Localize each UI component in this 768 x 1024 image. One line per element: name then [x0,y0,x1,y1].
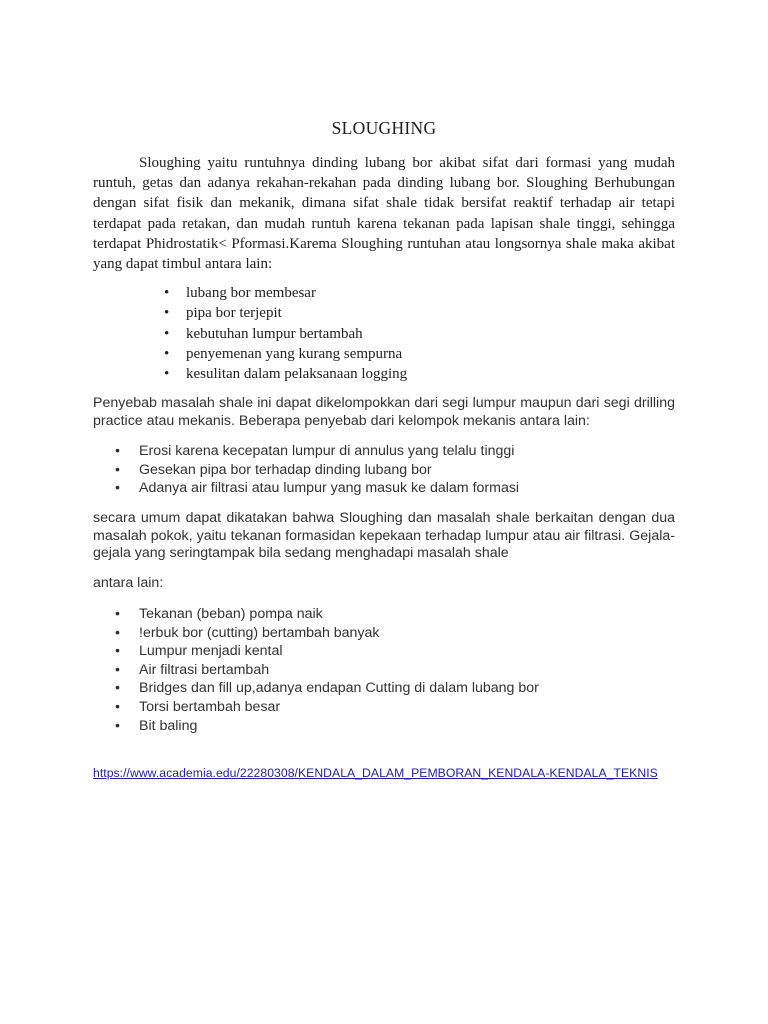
causes-paragraph: Penyebab masalah shale ini dapat dikelompokkan dari segi lumpur maupun dari segi drilling practice atau mekanis. Beberapa penyebab dari kelompok mekanis antara lain: [93,395,675,429]
intro-paragraph: Sloughing yaitu runtuhnya dinding lubang bor akibat sifat dari formasi yang mudah runtuh, getas dan adanya rekahan-rekahan pada dinding lubang bor. Sloughing Berhubungan dengan sifat fisik dan mekanik, dimana sifat shale tidak bersifat reaktif terhadap air tetapi terdapat pada retakan, dan mudah runtuh karena tekanan pada lapisan shale tinggi, sehingga terdapat Phidrostatik< Pformasi.Karema Sloughing runtuhan atau longsornya shale maka akibat yang dapat timbul antara lain: [93,155,675,273]
list-item: • penyemenan yang kurang sempurna [164,344,407,364]
list-item: • pipa bor terjepit [164,303,407,323]
document-title: SLOUGHING [331,118,437,138]
symptoms-paragraph: secara umum dapat dikatakan bahwa Sloughing dan masalah shale berkaitan dengan dua masalah pokok, yaitu tekanan formasidan kepekaan terhadap lumpur atau air filtrasi. Gejala-gejala yang seringtampak bila sedang menghadapi masalah shale [93,510,675,562]
list-item: • Tekanan (beban) pompa naik [115,605,539,624]
symptoms-intro: antara lain: [93,575,164,591]
list-item: • Gesekan pipa bor terhadap dinding lubang bor [115,461,519,480]
list-item: • Lumpur menjadi kental [115,642,539,661]
list-item: • Adanya air filtrasi atau lumpur yang masuk ke dalam formasi [115,479,519,498]
source-link[interactable]: https://www.academia.edu/22280308/KENDALA_DALAM_PEMBORAN_KENDALA-KENDALA_TEKNIS [93,766,658,780]
mechanical-causes-list [115,442,519,498]
list-item: • lubang bor membesar [164,283,407,303]
list-item: • Bridges dan fill up,adanya endapan Cutting di dalam lubang bor [115,679,539,698]
list-item: • kesulitan dalam pelaksanaan logging [164,364,407,384]
list-item: • Torsi bertambah besar [115,698,539,717]
list-item: • Bit baling [115,717,539,736]
effects-list [164,283,407,384]
list-item: • Air filtrasi bertambah [115,661,539,680]
list-item: • Erosi karena kecepatan lumpur di annulus yang telalu tinggi [115,442,519,461]
symptoms-list [115,605,539,735]
list-item: • kebutuhan lumpur bertambah [164,324,407,344]
list-item: • !erbuk bor (cutting) bertambah banyak [115,624,539,643]
